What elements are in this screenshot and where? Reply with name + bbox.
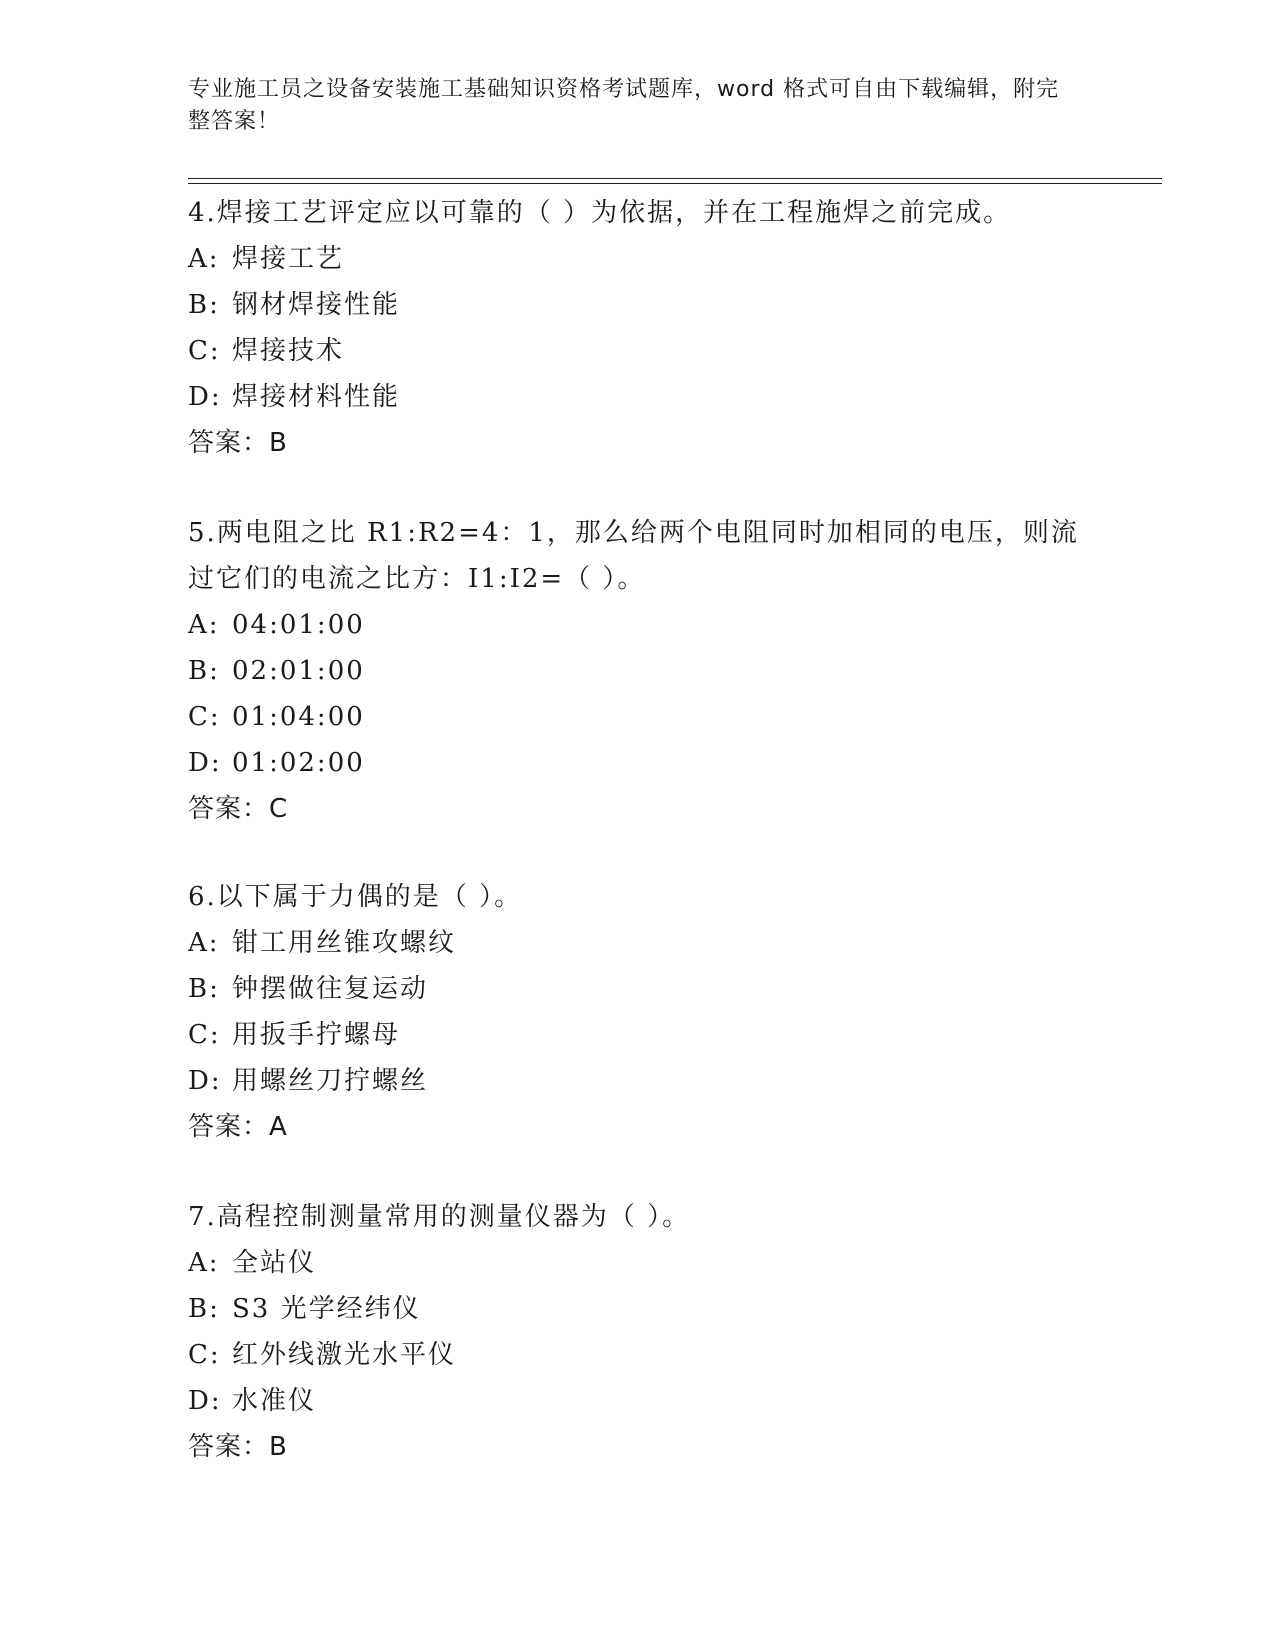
option-text: 04:01:00 (232, 610, 365, 640)
option-d (188, 740, 1088, 786)
option-d (188, 1058, 1088, 1104)
question-5 (188, 510, 1088, 832)
question-text: 5.两电阻之比 R1:R2=4：1，那么给两个电阻同时加相同的电压，则流过它们的电流之比方：I1:I2=（ ）。 (188, 518, 1079, 594)
option-b (188, 282, 1088, 328)
option-text: S3 光学经纬仪 (232, 1294, 421, 1324)
option-text: 焊接工艺 (232, 244, 345, 274)
option-text: 焊接技术 (232, 336, 345, 366)
option-letter: D: (188, 382, 222, 412)
answer-line: 答案：A (188, 1112, 288, 1142)
option-text: 钢材焊接性能 (232, 290, 401, 320)
option-letter: B: (188, 1294, 220, 1324)
option-c (188, 1012, 1088, 1058)
option-letter: D: (188, 1066, 222, 1096)
option-letter: A: (188, 1248, 220, 1278)
header-divider-top (188, 178, 1162, 179)
option-text: 钟摆做往复运动 (232, 974, 429, 1004)
document-header: 专业施工员之设备安装施工基础知识资格考试题库，word 格式可自由下载编辑，附完整答案！ (188, 77, 1060, 134)
option-a (188, 602, 1088, 648)
option-letter: C: (188, 336, 221, 366)
option-c (188, 694, 1088, 740)
option-text: 钳工用丝锥攻螺纹 (232, 928, 457, 958)
option-letter: C: (188, 1340, 221, 1370)
question-text: 6.以下属于力偶的是（ ）。 (188, 882, 523, 912)
option-letter: A: (188, 244, 220, 274)
option-letter: D: (188, 1386, 222, 1416)
option-text: 水准仪 (232, 1386, 317, 1416)
option-text: 焊接材料性能 (232, 382, 401, 412)
question-text: 4.焊接工艺评定应以可靠的（ ）为依据，并在工程施焊之前完成。 (188, 198, 1012, 228)
option-letter: B: (188, 656, 220, 686)
answer-line: 答案：B (188, 428, 288, 458)
option-letter: B: (188, 974, 220, 1004)
option-a (188, 920, 1088, 966)
question-6 (188, 874, 1088, 1150)
answer-line: 答案：C (188, 794, 289, 824)
option-text: 红外线激光水平仪 (232, 1340, 457, 1370)
option-letter: C: (188, 702, 221, 732)
option-b (188, 966, 1088, 1012)
option-c (188, 1332, 1088, 1378)
option-a (188, 236, 1088, 282)
option-letter: D: (188, 748, 222, 778)
question-text: 7.高程控制测量常用的测量仪器为（ ）。 (188, 1202, 691, 1232)
question-7 (188, 1194, 1088, 1470)
question-4 (188, 190, 1088, 466)
option-b (188, 648, 1088, 694)
option-text: 02:01:00 (232, 656, 365, 686)
option-text: 用螺丝刀拧螺丝 (232, 1066, 429, 1096)
header-divider-bottom (188, 183, 1162, 184)
option-letter: A: (188, 610, 220, 640)
option-a (188, 1240, 1088, 1286)
option-letter: A: (188, 928, 220, 958)
option-text: 01:02:00 (232, 748, 365, 778)
option-text: 全站仪 (232, 1248, 317, 1278)
option-b (188, 1286, 1088, 1332)
option-letter: B: (188, 290, 220, 320)
option-text: 用扳手拧螺母 (232, 1020, 401, 1050)
option-text: 01:04:00 (232, 702, 365, 732)
option-c (188, 328, 1088, 374)
option-d (188, 1378, 1088, 1424)
option-letter: C: (188, 1020, 221, 1050)
answer-line: 答案：B (188, 1432, 288, 1462)
option-d (188, 374, 1088, 420)
